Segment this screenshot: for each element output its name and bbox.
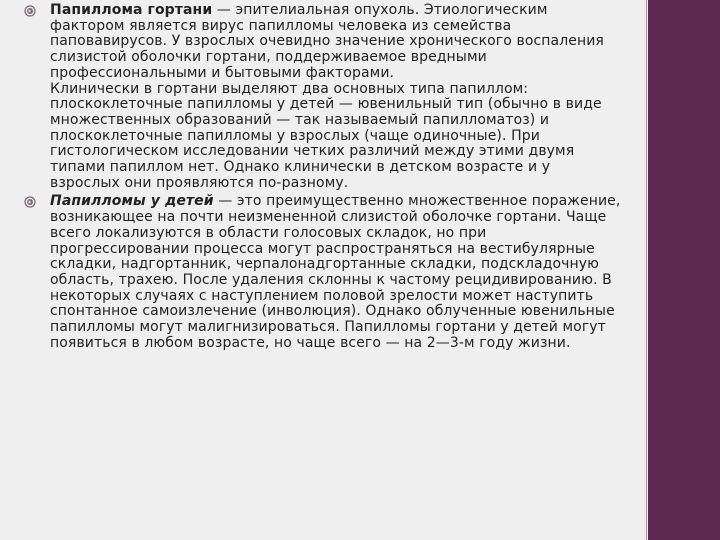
bullet-term: Папилломы у детей bbox=[50, 193, 214, 210]
slide-content bbox=[24, 3, 624, 351]
bullet-term: Папиллома гортани bbox=[50, 2, 213, 18]
bullet-paragraph bbox=[50, 3, 624, 82]
accent-stripe-divider bbox=[646, 0, 647, 540]
bullet-continuation-text: Клинически в гортани выделяют два основных типа папиллом: плоскоклеточные папилломы у детей — ювенильный тип (обычно в виде множественных образований — так называемый папилломатоз) и плоскоклеточные папилломы у взрослых (чаще одиночные). При гистологическом исследовании четких различий между этими двумя типами папиллом нет. Однако клинически в детском возрасте и у взрослых они проявляются по-разному. bbox=[50, 80, 602, 191]
circled-bullet-icon bbox=[24, 5, 36, 17]
bullet-item-papillomas-in-children bbox=[24, 194, 624, 351]
bullet-lead-text: — это преимущественно множественное поражение, возникающее на почти неизмененной слизистой оболочке гортани. Чаще всего локализуются в области голосовых складок, но при прогрессировании процесса могут распространяться на вестибулярные складки, надгортанник, черпалонадгортанные складки, подскладочную область, трахею. После удаления склонны к частому рецидивированию. В некоторых случаях с наступлением половой зрелости может наступить спонтанное самоизлечение (инволюция). Однако облученные ювенильные папилломы могут малигнизироваться. Папилломы гортани у детей могут появиться в любом возрасте, но чаще всего — на 2—3-м году жизни. bbox=[50, 193, 621, 351]
bullet-item-laryngeal-papilloma bbox=[24, 3, 624, 191]
accent-stripe bbox=[644, 0, 720, 540]
bullet-lead-text: — эпителиальная опухоль. Этиологическим фактором является вирус папилломы человека из семейства паповавирусов. У взрослых очевидно значение хронического воспаления слизистой оболочки гортани, поддерживаемое вредными профессиональными и бытовыми факторами. bbox=[50, 2, 604, 81]
bullet-paragraph bbox=[50, 194, 624, 351]
circled-bullet-icon bbox=[24, 196, 36, 208]
